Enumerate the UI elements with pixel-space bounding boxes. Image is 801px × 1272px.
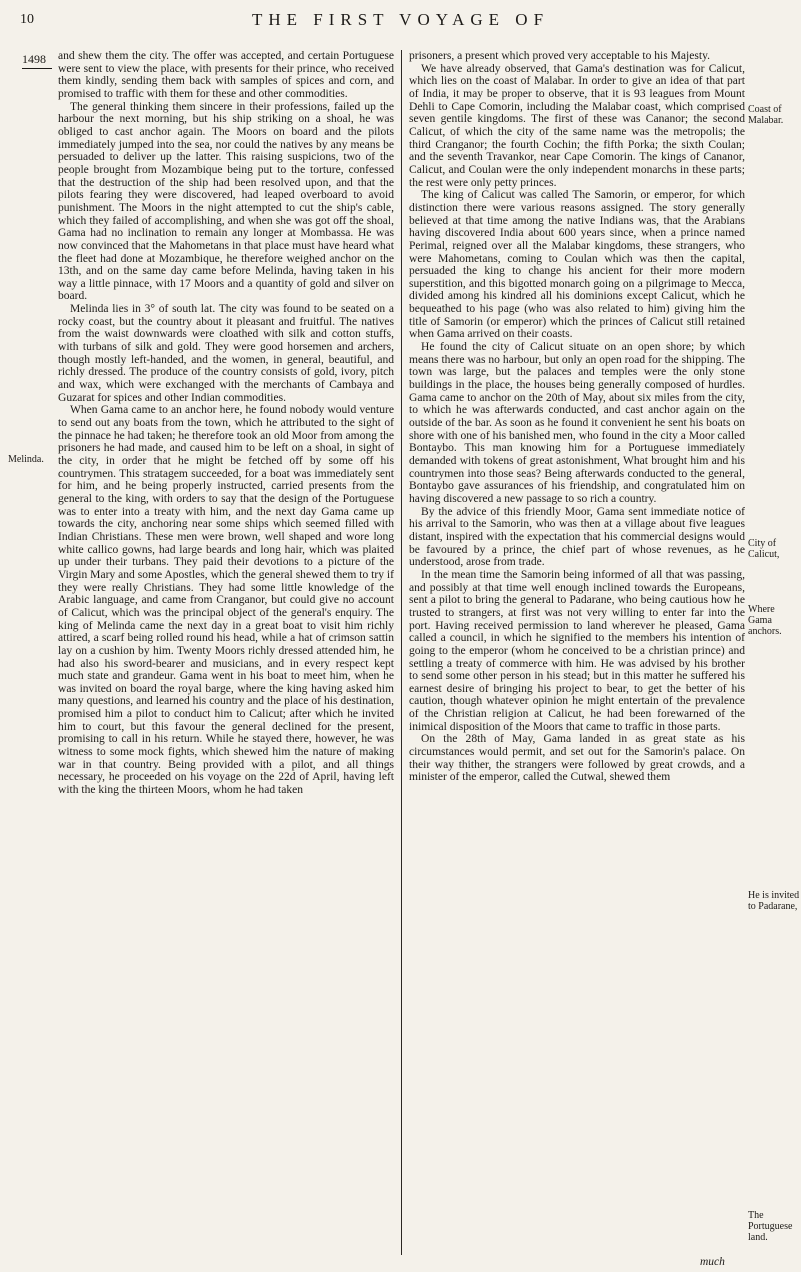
paragraph: We have already observed, that Gama's destination was for Calicut, which lies on the coast of Malabar. In order to give an idea of that part of India, it may be proper to observe, that it is 93 leagues from Mount Dehli to Cape Comorin, including the Malabar coast, which comprised seven gentile kingdoms. The first of these was Cananor; the second Calicut, of which the city of the same name was the metropolis; the third Cranganor; the fourth Cochin; the fifth Porka; the sixth Coulan; and the seventh Travankor, near Cape Comorin. The kings of Cananor, Calicut, and Coulan were the only independent monarchs in these parts; the rest were only petty princes.	[409, 62, 745, 189]
paragraph: The king of Calicut was called The Samorin, or emperor, for which distinction there were various reasons assigned. The story generally believed at that time among the native Indians was, that the Arabians having discovered India about 600 years since, when a prince named Perimal, reigned over all the Malabar kingdoms, these strangers, who were Mahometans, coming to Coulan which was then the capital, persuaded the king to change his ancient for their more modern superstition, and this bigotted monarch going on a pilgrimage to Mecca, divided among his kindred all his dominions except Calicut, which he bequeathed to his page (who was also related to him) giving him the title of Samorin (or emperor) which the princes of Calicut still retained when Gama arrived on their coasts.	[409, 189, 745, 341]
margin-note-melinda: Melinda.	[8, 454, 44, 465]
margin-note-padarane: He is invited to Padarane,	[748, 890, 800, 912]
paragraph: and shew them the city. The offer was accepted, and certain Portuguese were sent to view the place, with presents for their prince, who received them kindly, sending them back with samples of spices and corn, and promised to traffic with them for these and other commodities.	[58, 50, 394, 100]
paragraph: In the mean time the Samorin being informed of all that was passing, and possibly at that time well enough inclined towards the Europeans, sent a pilot to bring the general to Padarane, who being cautious how he trusted to strangers, at first was not very willing to enter far into the port. Having received permission to land wherever he pleased, Gama called a council, in which he signified to the members his intention of going to the emperor (whom he conceived to be a christian prince) and settling a treaty of commerce with him. He was advised by his brother to send some other person in his stead; but in this matter he suffered his earnest desire of bringing his project to bear, to get the better of his caution, though whatever opinion he might entertain of the prevalence of the Christian religion at Calicut, he had been forewarned of the inimical disposition of the Moors that came to traffic in those parts.	[409, 568, 745, 733]
right-column	[409, 50, 745, 784]
margin-note-coast: Coast of Malabar.	[748, 104, 784, 126]
year-rule	[22, 68, 52, 69]
left-column	[58, 50, 394, 797]
catchword: much	[700, 1256, 725, 1268]
paragraph: Melinda lies in 3° of south lat. The city was found to be seated on a rocky coast, but the country about it pleasant and fruitful. The natives from the waist downwards were cloathed with silk and cotton stuffs, with turbans of silk and gold. They were good horsemen and archers, though mostly left-handed, and the women, in general, beautiful, and richly dressed. The produce of the country consists of gold, ivory, pitch and wax, which were exchanged with the merchants of Cambaya and Guzarat for spices and other Indian commodities.	[58, 303, 394, 404]
paragraph: prisoners, a present which proved very acceptable to his Majesty.	[409, 50, 710, 62]
page-number: 10	[20, 12, 34, 27]
paragraph: The general thinking them sincere in their professions, failed up the harbour the next morning, but his ship striking on a shoal, he was obliged to cast anchor again. The Moors on board and the pilots immediately jumped into the sea, nor could the natives by any means be persuaded to deliver up the latter. This raising suspicions, two of the people brought from Mozambique being put to the torture, confessed that the destruction of the ship had been resolved upon, and that the pilots fearing they were discovered, had leaped overboard to avoid punishment. The Moors in the night attempted to cut the ship's cable, which they failed of accomplishing, and when she was got off the shoal, Gama had no inclination to remain any longer at Mombassa. He was now convinced that the Mahometans in that place must have heard what the fleet had done at Mozambique, he therefore weighed anchor on the 13th, and on the same day came before Melinda, having taken in his way a little pinnace, with 17 Moors and a quantity of gold and silver on board.	[58, 100, 394, 303]
paragraph: On the 28th of May, Gama landed in as great state as his circumstances would permit, and set out for the Samorin's palace. On their way thither, the strangers were followed by great crowds, and a minister of the emperor, called the Cutwal, shewed them	[409, 733, 745, 784]
margin-year: 1498	[22, 52, 46, 66]
paragraph: He found the city of Calicut situate on an open shore; by which means there was no harbour, but only an open road for the shipping. The town was large, but the palaces and temples were the only stone buildings in the place, the houses being generally composed of hurdles. Gama came to anchor on the 20th of May, about six miles from the city, to which he was afterwards conducted, and cast anchor again on the outside of the bar. As soon as he found it convenient he sent his boats on shore with one of his banished men, who found in the city a Moor called Bontaybo. This man knowing him for a Portuguese immediately demanded with tokens of great astonishment, What brought him and his countrymen into those seas? Being afterwards conducted to the general, Bontaybo gave assurances of his friendship, and congratulated him on having discovered a new passage to so rich a country.	[409, 341, 745, 505]
margin-note-portuguese: The Portuguese land.	[748, 1210, 793, 1243]
page-header	[0, 8, 801, 38]
column-divider	[401, 50, 402, 1255]
running-head: THE FIRST VOYAGE OF	[251, 10, 550, 29]
margin-note-anchors: Where Gama anchors.	[748, 604, 782, 637]
paragraph: When Gama came to an anchor here, he found nobody would venture to send out any boats from the town, which he attributed to the sight of the pinnace he had taken; he therefore took an old Moor from among the prisoners he had made, and caused him to be left on a shoal, in sight of the city, in order that he might be fetched off by some off his countrymen. This stratagem succeeded, for a boat was immediately sent for him, and he being properly instructed, carried presents from the general to the king, with orders to say that the design of the Portuguese was to enter into a treaty with him, and the next day Gama came up towards the city, anchoring near some ships which seemed filled with Indian Christians. These men were brown, well shaped and wore long white callico gowns, had large beards and long hair, which was plaited up under their turbans. They paid their devotions to a picture of the Virgin Mary and some Apostles, which the general shewed them to try if they were really Christians. They had some little knowledge of the Arabic language, and came from Cranganor, but could give no account of Calicut, which was the principal object of the general's enquiry. The king of Melinda came the next day in a great boat to visit him richly attired, a scarf being rolled round his head, while a hat of crimson sattin lay on a cushion by him. Twenty Moors richly dressed attended him, he had also his sword-bearer and musicians, and in every respect kept much state and grandeur. Gama went in his boat to meet him, when he was invited on board the royal barge, where the king having asked him many questions, and learned his country and the place of his destination, promised him a pilot to conduct him to Calicut; after which he invited him to court, but this favour the general declined for the present, promising to call in his return. While he stayed there, however, he was witness to some mock fights, which shewed him the nature of making war in that country. Being provided with a pilot, and all things necessary, he proceeded on his voyage on the 22d of April, having left with the king the thirteen Moors, whom he had taken	[58, 404, 394, 797]
margin-note-calicut: City of Calicut,	[748, 538, 780, 560]
paragraph: By the advice of this friendly Moor, Gama sent immediate notice of his arrival to the Samorin, who was then at a village about five leagues distant, inspired with the expectation that his commercial designs would be favoured by a prince, the chief part of whose revenues, as he understood, arose from trade.	[409, 505, 745, 569]
